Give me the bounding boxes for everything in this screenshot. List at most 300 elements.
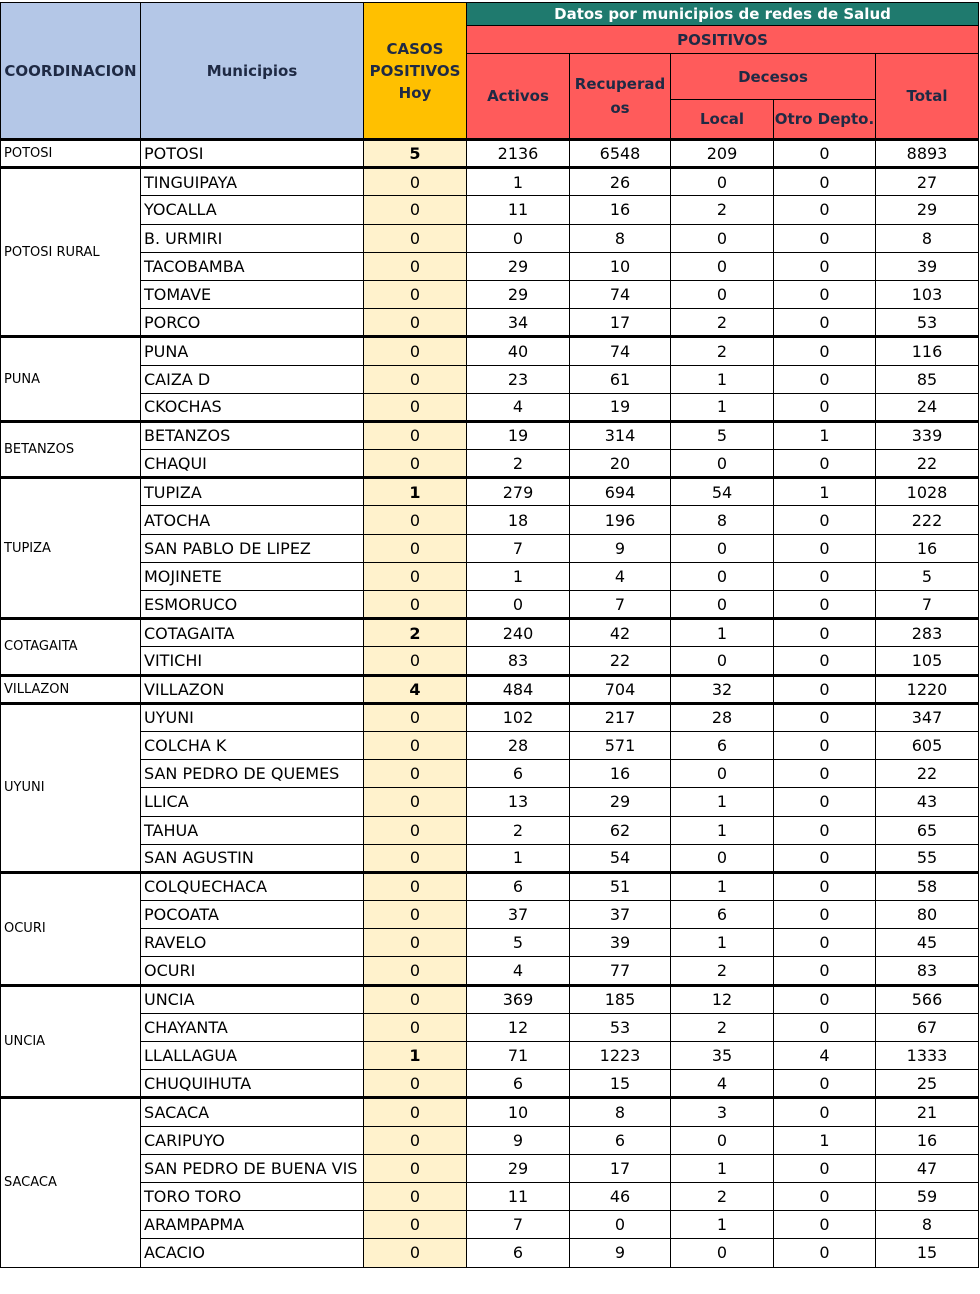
table-row	[1, 1239, 979, 1267]
activos-cell: 19	[467, 421, 570, 449]
decesos-otro-cell: 0	[774, 901, 876, 929]
recuperados-cell: 17	[570, 1154, 671, 1182]
casos-hoy-cell: 0	[364, 788, 467, 816]
casos-hoy-cell: 0	[364, 562, 467, 590]
municipio-cell: CHAYANTA	[141, 1013, 364, 1041]
casos-hoy-cell: 0	[364, 168, 467, 196]
decesos-local-cell: 2	[671, 1182, 774, 1210]
casos-hoy-cell: 2	[364, 619, 467, 647]
recuperados-cell: 185	[570, 985, 671, 1013]
municipio-cell: VILLAZON	[141, 675, 364, 703]
decesos-otro-cell: 0	[774, 309, 876, 337]
decesos-local-cell: 0	[671, 168, 774, 196]
decesos-local-cell: 12	[671, 985, 774, 1013]
decesos-local-cell: 1	[671, 872, 774, 900]
decesos-local-cell: 0	[671, 1126, 774, 1154]
activos-cell: 4	[467, 393, 570, 421]
municipio-cell: COLQUECHACA	[141, 872, 364, 900]
casos-hoy-cell: 0	[364, 816, 467, 844]
decesos-otro-cell: 0	[774, 788, 876, 816]
total-cell: 25	[876, 1070, 979, 1098]
decesos-local-cell: 32	[671, 675, 774, 703]
municipio-cell: TINGUIPAYA	[141, 168, 364, 196]
municipio-cell: BETANZOS	[141, 421, 364, 449]
total-cell: 59	[876, 1182, 979, 1210]
casos-hoy-cell: 0	[364, 957, 467, 985]
recuperados-cell: 61	[570, 365, 671, 393]
decesos-otro-cell: 0	[774, 450, 876, 478]
decesos-otro-cell: 0	[774, 252, 876, 280]
table-row	[1, 1070, 979, 1098]
activos-cell: 83	[467, 647, 570, 675]
table-row	[1, 252, 979, 280]
table-row	[1, 534, 979, 562]
header-casos-positivos-hoy: CASOS POSITIVOS Hoy	[364, 3, 467, 140]
table-row	[1, 1098, 979, 1126]
activos-cell: 71	[467, 1042, 570, 1070]
decesos-otro-cell: 0	[774, 985, 876, 1013]
municipio-cell: PORCO	[141, 309, 364, 337]
casos-hoy-cell: 0	[364, 703, 467, 731]
decesos-otro-cell: 1	[774, 421, 876, 449]
decesos-local-cell: 35	[671, 1042, 774, 1070]
decesos-otro-cell: 0	[774, 1182, 876, 1210]
recuperados-cell: 17	[570, 309, 671, 337]
recuperados-cell: 74	[570, 337, 671, 365]
recuperados-cell: 26	[570, 168, 671, 196]
municipio-cell: TAHUA	[141, 816, 364, 844]
total-cell: 103	[876, 280, 979, 308]
decesos-local-cell: 2	[671, 957, 774, 985]
header-otro-depto: Otro Depto.	[774, 100, 876, 140]
header-positivos: POSITIVOS	[467, 26, 979, 54]
total-cell: 16	[876, 534, 979, 562]
total-cell: 8	[876, 1211, 979, 1239]
table-row	[1, 619, 979, 647]
table-row	[1, 393, 979, 421]
municipio-cell: VITICHI	[141, 647, 364, 675]
activos-cell: 11	[467, 196, 570, 224]
recuperados-cell: 694	[570, 478, 671, 506]
recuperados-cell: 196	[570, 506, 671, 534]
municipio-cell: TORO TORO	[141, 1182, 364, 1210]
activos-cell: 279	[467, 478, 570, 506]
casos-hoy-cell: 0	[364, 872, 467, 900]
decesos-otro-cell: 0	[774, 1211, 876, 1239]
table-body	[1, 140, 979, 1268]
decesos-local-cell: 0	[671, 760, 774, 788]
decesos-local-cell: 2	[671, 196, 774, 224]
table-row	[1, 591, 979, 619]
total-cell: 53	[876, 309, 979, 337]
total-cell: 85	[876, 365, 979, 393]
casos-hoy-cell: 0	[364, 309, 467, 337]
recuperados-cell: 22	[570, 647, 671, 675]
table-row	[1, 478, 979, 506]
recuperados-cell: 8	[570, 1098, 671, 1126]
municipio-cell: ATOCHA	[141, 506, 364, 534]
decesos-local-cell: 6	[671, 731, 774, 759]
activos-cell: 29	[467, 252, 570, 280]
table-row	[1, 788, 979, 816]
total-cell: 24	[876, 393, 979, 421]
decesos-local-cell: 1	[671, 788, 774, 816]
activos-cell: 1	[467, 844, 570, 872]
decesos-otro-cell: 0	[774, 1070, 876, 1098]
decesos-local-cell: 5	[671, 421, 774, 449]
total-cell: 8893	[876, 140, 979, 168]
casos-hoy-cell: 1	[364, 1042, 467, 1070]
table-row	[1, 337, 979, 365]
casos-hoy-cell: 0	[364, 844, 467, 872]
table-row	[1, 703, 979, 731]
activos-cell: 29	[467, 280, 570, 308]
total-cell: 29	[876, 196, 979, 224]
decesos-local-cell: 8	[671, 506, 774, 534]
casos-hoy-cell: 0	[364, 760, 467, 788]
recuperados-cell: 20	[570, 450, 671, 478]
activos-cell: 13	[467, 788, 570, 816]
decesos-local-cell: 0	[671, 280, 774, 308]
total-cell: 5	[876, 562, 979, 590]
activos-cell: 11	[467, 1182, 570, 1210]
decesos-otro-cell: 0	[774, 647, 876, 675]
total-cell: 1220	[876, 675, 979, 703]
total-cell: 16	[876, 1126, 979, 1154]
recuperados-cell: 16	[570, 760, 671, 788]
decesos-otro-cell: 0	[774, 140, 876, 168]
table-row	[1, 365, 979, 393]
decesos-otro-cell: 0	[774, 619, 876, 647]
municipio-cell: UYUNI	[141, 703, 364, 731]
decesos-local-cell: 0	[671, 1239, 774, 1267]
table-row	[1, 816, 979, 844]
activos-cell: 6	[467, 1070, 570, 1098]
recuperados-cell: 7	[570, 591, 671, 619]
recuperados-cell: 8	[570, 224, 671, 252]
activos-cell: 23	[467, 365, 570, 393]
decesos-local-cell: 0	[671, 450, 774, 478]
casos-hoy-cell: 5	[364, 140, 467, 168]
recuperados-cell: 74	[570, 280, 671, 308]
total-cell: 605	[876, 731, 979, 759]
recuperados-cell: 16	[570, 196, 671, 224]
recuperados-cell: 4	[570, 562, 671, 590]
table-row	[1, 929, 979, 957]
decesos-local-cell: 1	[671, 929, 774, 957]
decesos-local-cell: 54	[671, 478, 774, 506]
decesos-local-cell: 1	[671, 393, 774, 421]
decesos-local-cell: 1	[671, 816, 774, 844]
activos-cell: 37	[467, 901, 570, 929]
table-row	[1, 731, 979, 759]
recuperados-cell: 39	[570, 929, 671, 957]
activos-cell: 0	[467, 224, 570, 252]
decesos-local-cell: 2	[671, 1013, 774, 1041]
decesos-otro-cell: 0	[774, 365, 876, 393]
coordinacion-cell: TUPIZA	[1, 478, 141, 619]
municipio-cell: MOJINETE	[141, 562, 364, 590]
table-row	[1, 760, 979, 788]
municipio-cell: SAN PABLO DE LIPEZ	[141, 534, 364, 562]
municipio-cell: POCOATA	[141, 901, 364, 929]
table-row	[1, 224, 979, 252]
casos-hoy-cell: 0	[364, 1239, 467, 1267]
municipio-cell: SAN PEDRO DE QUEMES	[141, 760, 364, 788]
activos-cell: 102	[467, 703, 570, 731]
decesos-otro-cell: 0	[774, 731, 876, 759]
decesos-local-cell: 28	[671, 703, 774, 731]
table-row	[1, 901, 979, 929]
municipio-cell: SAN AGUSTIN	[141, 844, 364, 872]
covid-table	[0, 2, 979, 1268]
activos-cell: 18	[467, 506, 570, 534]
casos-hoy-cell: 0	[364, 365, 467, 393]
casos-hoy-cell: 0	[364, 534, 467, 562]
decesos-otro-cell: 0	[774, 1154, 876, 1182]
activos-cell: 34	[467, 309, 570, 337]
recuperados-cell: 9	[570, 534, 671, 562]
recuperados-cell: 6548	[570, 140, 671, 168]
total-cell: 8	[876, 224, 979, 252]
decesos-otro-cell: 0	[774, 1098, 876, 1126]
recuperados-cell: 53	[570, 1013, 671, 1041]
coordinacion-cell: SACACA	[1, 1098, 141, 1267]
decesos-otro-cell: 0	[774, 280, 876, 308]
municipio-cell: SAN PEDRO DE BUENA VIS	[141, 1154, 364, 1182]
header-coordinacion: COORDINACION	[1, 3, 141, 140]
casos-hoy-cell: 0	[364, 647, 467, 675]
activos-cell: 9	[467, 1126, 570, 1154]
total-cell: 43	[876, 788, 979, 816]
decesos-local-cell: 0	[671, 252, 774, 280]
table-row	[1, 985, 979, 1013]
header-recuperados: Recuperados	[570, 54, 671, 140]
activos-cell: 6	[467, 1239, 570, 1267]
total-cell: 21	[876, 1098, 979, 1126]
municipio-cell: LLICA	[141, 788, 364, 816]
decesos-local-cell: 1	[671, 365, 774, 393]
decesos-otro-cell: 0	[774, 1239, 876, 1267]
decesos-otro-cell: 0	[774, 1013, 876, 1041]
table-row	[1, 1182, 979, 1210]
coordinacion-cell: UYUNI	[1, 703, 141, 872]
table-row	[1, 647, 979, 675]
municipio-cell: OCURI	[141, 957, 364, 985]
table-row	[1, 1042, 979, 1070]
recuperados-cell: 15	[570, 1070, 671, 1098]
activos-cell: 7	[467, 534, 570, 562]
decesos-local-cell: 4	[671, 1070, 774, 1098]
activos-cell: 4	[467, 957, 570, 985]
municipio-cell: YOCALLA	[141, 196, 364, 224]
municipio-cell: TUPIZA	[141, 478, 364, 506]
coordinacion-cell: VILLAZON	[1, 675, 141, 703]
casos-hoy-cell: 0	[364, 731, 467, 759]
municipio-cell: SACACA	[141, 1098, 364, 1126]
activos-cell: 10	[467, 1098, 570, 1126]
casos-hoy-cell: 0	[364, 393, 467, 421]
municipio-cell: ESMORUCO	[141, 591, 364, 619]
activos-cell: 29	[467, 1154, 570, 1182]
casos-hoy-cell: 0	[364, 591, 467, 619]
municipio-cell: POTOSI	[141, 140, 364, 168]
municipio-cell: TACOBAMBA	[141, 252, 364, 280]
table-row	[1, 196, 979, 224]
casos-hoy-cell: 4	[364, 675, 467, 703]
recuperados-cell: 1223	[570, 1042, 671, 1070]
decesos-otro-cell: 0	[774, 562, 876, 590]
casos-hoy-cell: 0	[364, 1126, 467, 1154]
casos-hoy-cell: 0	[364, 506, 467, 534]
total-cell: 105	[876, 647, 979, 675]
coordinacion-cell: PUNA	[1, 337, 141, 422]
header-total: Total	[876, 54, 979, 140]
decesos-otro-cell: 0	[774, 393, 876, 421]
table-header	[1, 3, 979, 140]
activos-cell: 484	[467, 675, 570, 703]
decesos-otro-cell: 4	[774, 1042, 876, 1070]
decesos-local-cell: 1	[671, 1211, 774, 1239]
decesos-otro-cell: 0	[774, 844, 876, 872]
header-datos: Datos por municipios de redes de Salud	[467, 3, 979, 26]
casos-hoy-cell: 0	[364, 929, 467, 957]
activos-cell: 5	[467, 929, 570, 957]
casos-hoy-cell: 0	[364, 337, 467, 365]
activos-cell: 240	[467, 619, 570, 647]
total-cell: 22	[876, 760, 979, 788]
activos-cell: 6	[467, 760, 570, 788]
table-row	[1, 1126, 979, 1154]
municipio-cell: LLALLAGUA	[141, 1042, 364, 1070]
decesos-local-cell: 6	[671, 901, 774, 929]
decesos-otro-cell: 0	[774, 506, 876, 534]
recuperados-cell: 571	[570, 731, 671, 759]
casos-hoy-cell: 0	[364, 252, 467, 280]
municipio-cell: CAIZA D	[141, 365, 364, 393]
municipio-cell: COLCHA K	[141, 731, 364, 759]
table-row	[1, 506, 979, 534]
total-cell: 566	[876, 985, 979, 1013]
recuperados-cell: 217	[570, 703, 671, 731]
coordinacion-cell: POTOSI	[1, 140, 141, 168]
casos-hoy-cell: 0	[364, 196, 467, 224]
total-cell: 83	[876, 957, 979, 985]
total-cell: 347	[876, 703, 979, 731]
coordinacion-cell: OCURI	[1, 872, 141, 985]
municipio-cell: RAVELO	[141, 929, 364, 957]
decesos-otro-cell: 0	[774, 224, 876, 252]
total-cell: 65	[876, 816, 979, 844]
activos-cell: 28	[467, 731, 570, 759]
recuperados-cell: 46	[570, 1182, 671, 1210]
recuperados-cell: 51	[570, 872, 671, 900]
total-cell: 45	[876, 929, 979, 957]
municipio-cell: B. URMIRI	[141, 224, 364, 252]
decesos-local-cell: 1	[671, 1154, 774, 1182]
casos-hoy-cell: 0	[364, 224, 467, 252]
casos-hoy-cell: 0	[364, 1098, 467, 1126]
recuperados-cell: 0	[570, 1211, 671, 1239]
table-row	[1, 872, 979, 900]
table-row	[1, 280, 979, 308]
recuperados-cell: 42	[570, 619, 671, 647]
recuperados-cell: 62	[570, 816, 671, 844]
decesos-local-cell: 0	[671, 591, 774, 619]
total-cell: 39	[876, 252, 979, 280]
table-row	[1, 1013, 979, 1041]
recuperados-cell: 314	[570, 421, 671, 449]
table-row	[1, 450, 979, 478]
table-row	[1, 844, 979, 872]
decesos-local-cell: 0	[671, 647, 774, 675]
casos-hoy-cell: 0	[364, 1070, 467, 1098]
decesos-local-cell: 0	[671, 844, 774, 872]
total-cell: 58	[876, 872, 979, 900]
activos-cell: 7	[467, 1211, 570, 1239]
municipio-cell: CHAQUI	[141, 450, 364, 478]
total-cell: 283	[876, 619, 979, 647]
activos-cell: 2136	[467, 140, 570, 168]
casos-hoy-cell: 1	[364, 478, 467, 506]
total-cell: 116	[876, 337, 979, 365]
total-cell: 47	[876, 1154, 979, 1182]
decesos-otro-cell: 0	[774, 929, 876, 957]
activos-cell: 0	[467, 591, 570, 619]
total-cell: 339	[876, 421, 979, 449]
header-municipios: Municipios	[141, 3, 364, 140]
decesos-otro-cell: 0	[774, 957, 876, 985]
casos-hoy-cell: 0	[364, 421, 467, 449]
table-row	[1, 1211, 979, 1239]
total-cell: 7	[876, 591, 979, 619]
header-decesos: Decesos	[671, 54, 876, 100]
decesos-otro-cell: 0	[774, 534, 876, 562]
municipio-cell: CARIPUYO	[141, 1126, 364, 1154]
total-cell: 22	[876, 450, 979, 478]
coordinacion-cell: POTOSI RURAL	[1, 168, 141, 337]
casos-hoy-cell: 0	[364, 1013, 467, 1041]
casos-hoy-cell: 0	[364, 1154, 467, 1182]
total-cell: 67	[876, 1013, 979, 1041]
recuperados-cell: 77	[570, 957, 671, 985]
table-row	[1, 562, 979, 590]
total-cell: 1333	[876, 1042, 979, 1070]
decesos-otro-cell: 1	[774, 1126, 876, 1154]
municipio-cell: TOMAVE	[141, 280, 364, 308]
table-row	[1, 421, 979, 449]
table-row	[1, 957, 979, 985]
decesos-otro-cell: 0	[774, 760, 876, 788]
decesos-otro-cell: 0	[774, 168, 876, 196]
decesos-otro-cell: 0	[774, 703, 876, 731]
activos-cell: 2	[467, 450, 570, 478]
decesos-otro-cell: 0	[774, 337, 876, 365]
decesos-otro-cell: 0	[774, 872, 876, 900]
decesos-otro-cell: 0	[774, 816, 876, 844]
decesos-local-cell: 2	[671, 309, 774, 337]
decesos-otro-cell: 0	[774, 591, 876, 619]
recuperados-cell: 6	[570, 1126, 671, 1154]
table-row	[1, 168, 979, 196]
total-cell: 55	[876, 844, 979, 872]
total-cell: 222	[876, 506, 979, 534]
decesos-otro-cell: 1	[774, 478, 876, 506]
recuperados-cell: 54	[570, 844, 671, 872]
recuperados-cell: 37	[570, 901, 671, 929]
municipio-cell: CHUQUIHUTA	[141, 1070, 364, 1098]
decesos-local-cell: 1	[671, 619, 774, 647]
